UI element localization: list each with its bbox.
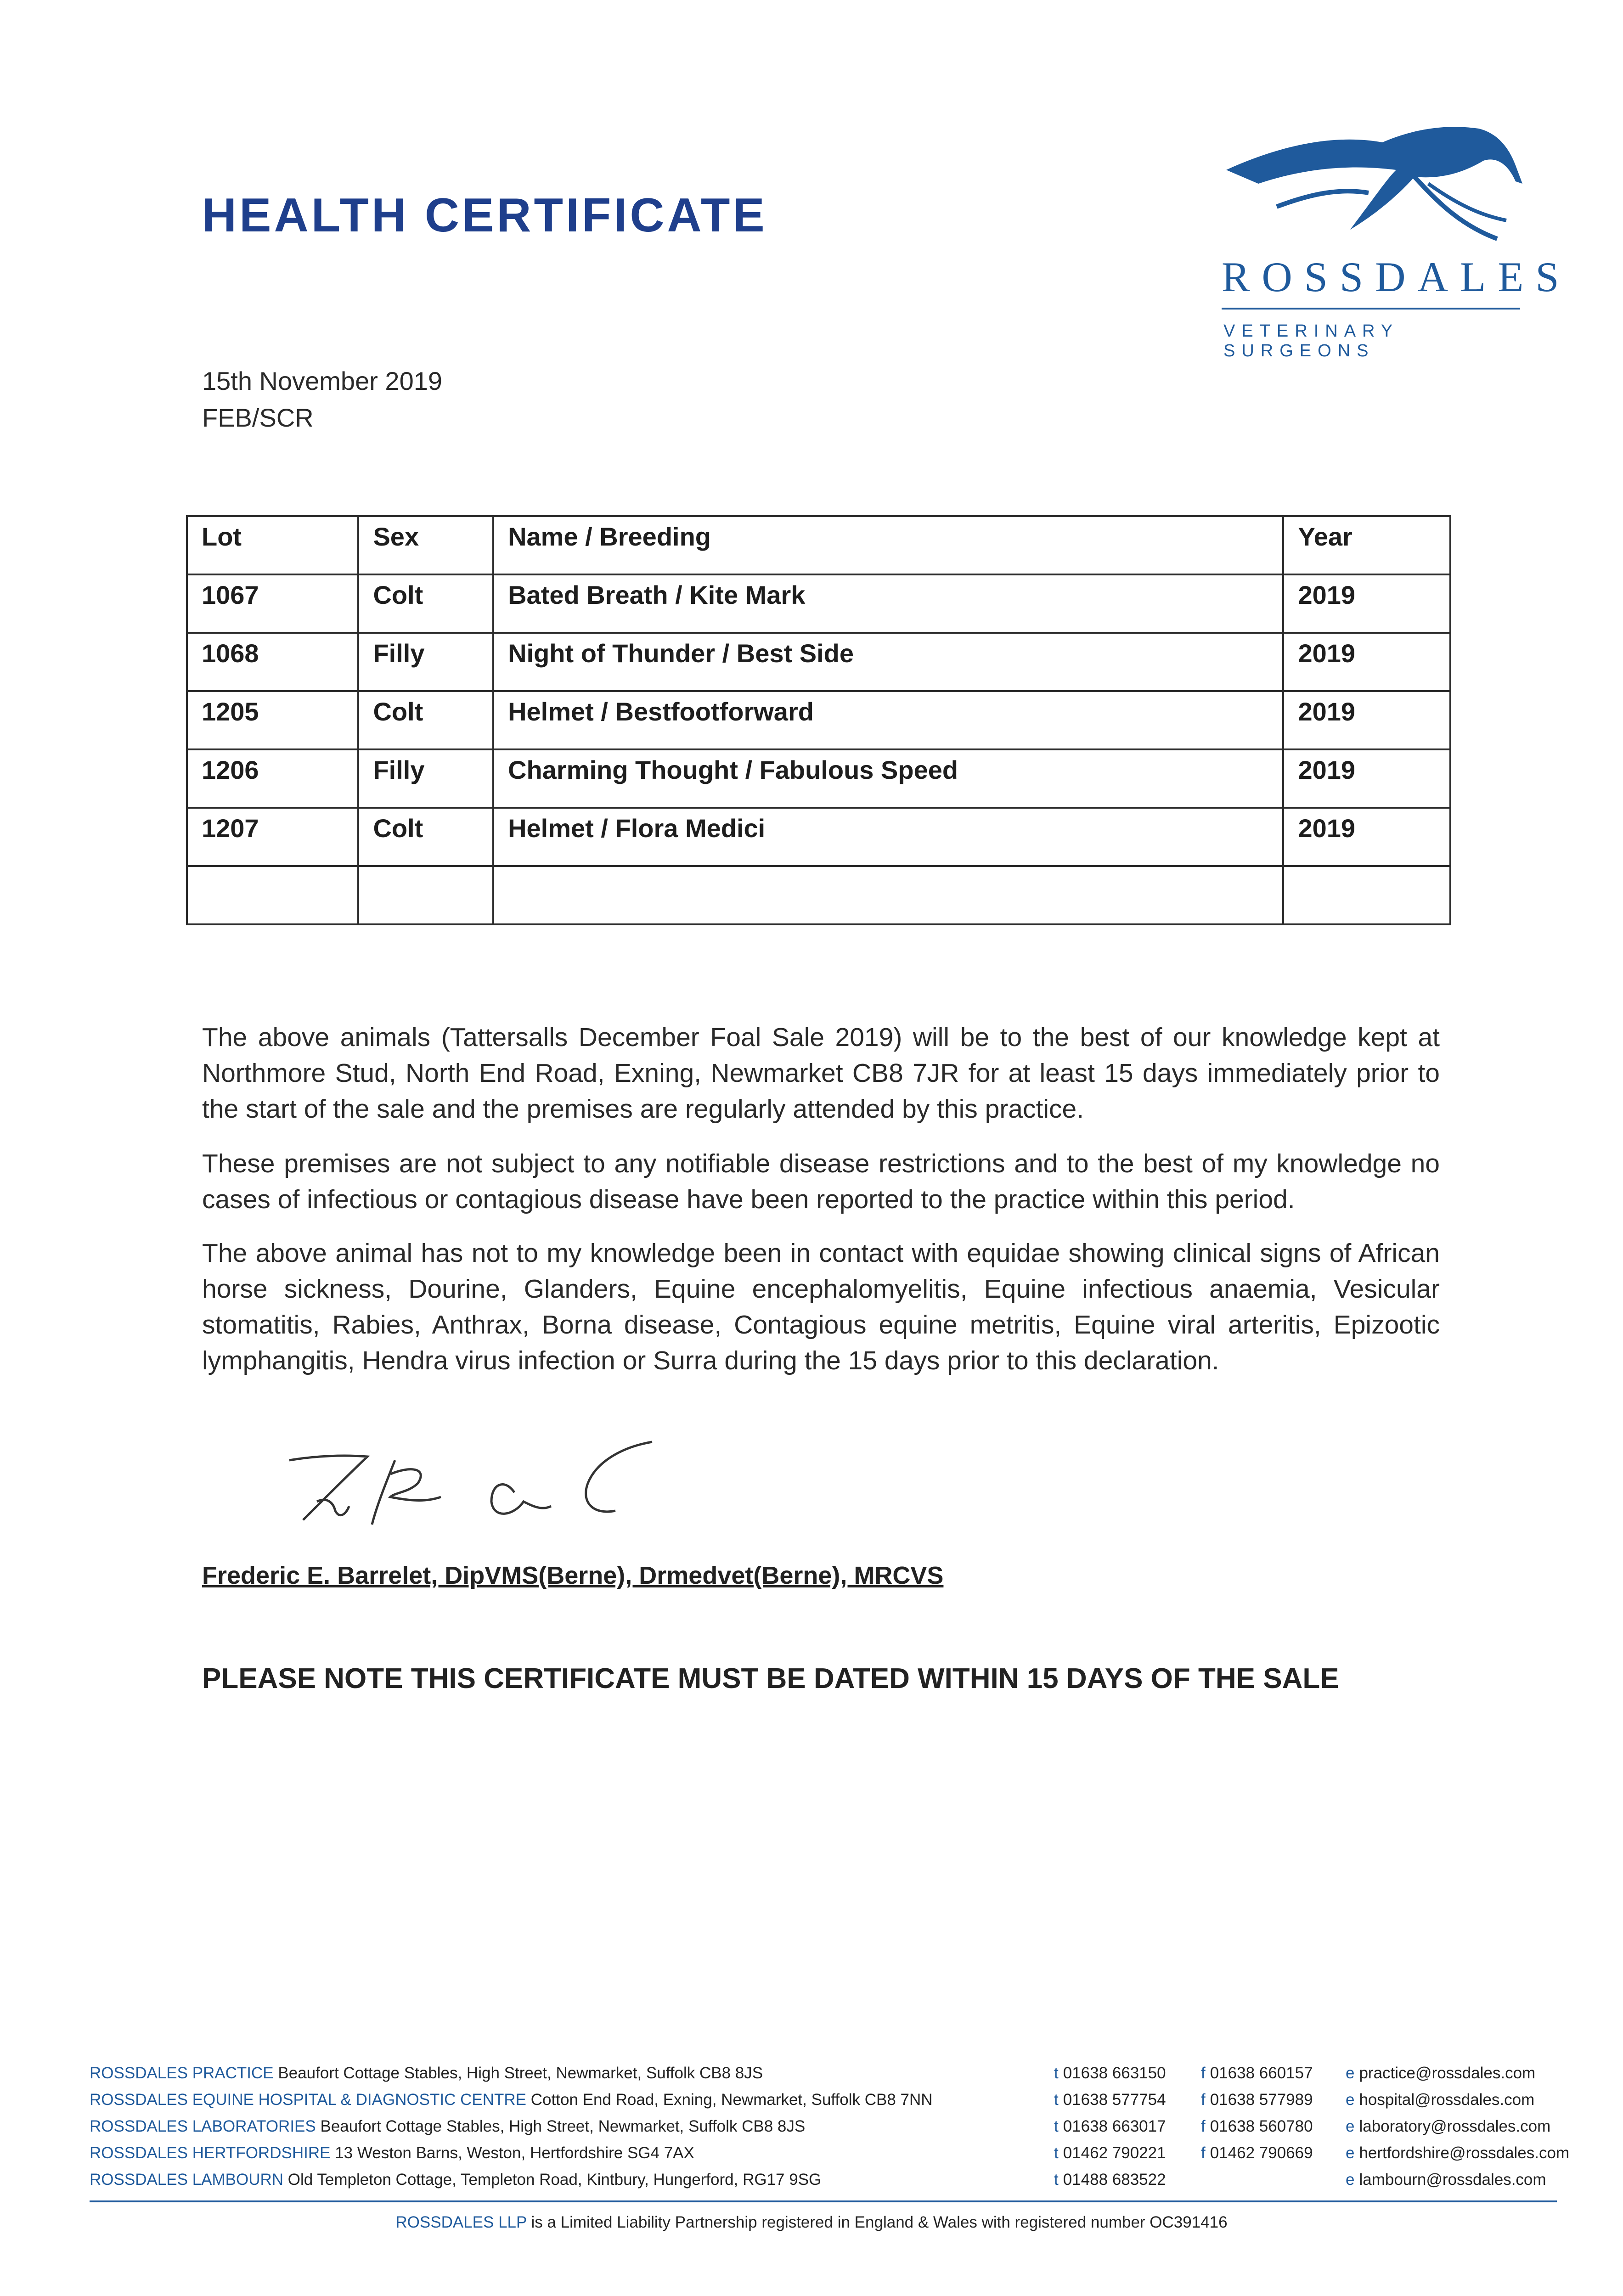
- column-header-year: Year: [1283, 516, 1450, 574]
- cell-sex: Colt: [358, 574, 493, 633]
- footer-org: ROSSDALES HERTFORDSHIRE: [90, 2144, 331, 2162]
- dating-notice: PLEASE NOTE THIS CERTIFICATE MUST BE DATED WITHIN 15 DAYS OF THE SALE: [202, 1663, 1339, 1694]
- tel-prefix: t: [1054, 2064, 1059, 2082]
- table-row: [187, 574, 1450, 633]
- footer-email: laboratory@rossdales.com: [1359, 2117, 1551, 2135]
- signature-icon: [276, 1433, 689, 1543]
- cell-lot: 1207: [187, 808, 358, 866]
- tel-prefix: t: [1054, 2171, 1059, 2189]
- column-header-lot: Lot: [187, 516, 358, 574]
- column-header-sex: Sex: [358, 516, 493, 574]
- cell-sex: Filly: [358, 633, 493, 691]
- cell-year: 2019: [1283, 633, 1450, 691]
- tel-prefix: t: [1054, 2091, 1059, 2109]
- certificate-date: 15th November 2019: [202, 366, 443, 395]
- footer-org: ROSSDALES EQUINE HOSPITAL & DIAGNOSTIC CENTRE: [90, 2091, 527, 2109]
- footer-tel: 01638 663017: [1063, 2117, 1166, 2135]
- cell-lot: 1205: [187, 691, 358, 749]
- fax-prefix: f: [1201, 2144, 1206, 2162]
- email-prefix: e: [1346, 2171, 1355, 2189]
- footer-row: [90, 2144, 1600, 2171]
- cell-sex: Filly: [358, 749, 493, 808]
- cell-lot: [187, 866, 358, 924]
- paragraph-contact-declaration: The above animal has not to my knowledge been in contact with equidae showing clinical signs of African horse sickness, Dourine, Glanders, Equine encephalomyelitis, Equine infectious anaemia, Vesicular stomatitis, Rabies, Anthrax, Borna disease, Contagious equine metritis, Equine viral arteritis, Epizootic lymphangitis, Hendra virus infection or Surra during the 15 days prior to this declaration.: [202, 1238, 1440, 1375]
- cell-lot: 1067: [187, 574, 358, 633]
- footer-address: Beaufort Cottage Stables, High Street, Newmarket, Suffolk CB8 8JS: [278, 2064, 763, 2082]
- cell-name-breeding: Charming Thought / Fabulous Speed: [493, 749, 1283, 808]
- cell-year: 2019: [1283, 574, 1450, 633]
- tel-prefix: t: [1054, 2144, 1059, 2162]
- footer-email: lambourn@rossdales.com: [1359, 2171, 1546, 2189]
- footer-row: [90, 2091, 1600, 2117]
- table-row: [187, 691, 1450, 749]
- cell-year: 2019: [1283, 691, 1450, 749]
- email-prefix: e: [1346, 2144, 1355, 2162]
- fax-prefix: f: [1201, 2117, 1206, 2135]
- horse-logo-icon: [1222, 115, 1525, 248]
- footer-row: [90, 2117, 1600, 2144]
- logo-rule: [1222, 308, 1520, 310]
- signer-name: Frederic E. Barrelet, DipVMS(Berne), Drmedvet(Berne), MRCVS: [202, 1562, 944, 1589]
- cell-name-breeding: Bated Breath / Kite Mark: [493, 574, 1283, 633]
- cell-lot: 1206: [187, 749, 358, 808]
- cell-year: 2019: [1283, 808, 1450, 866]
- table-row: [187, 749, 1450, 808]
- tel-prefix: t: [1054, 2117, 1059, 2135]
- column-header-name-breeding: Name / Breeding: [493, 516, 1283, 574]
- cell-year: 2019: [1283, 749, 1450, 808]
- fax-prefix: f: [1201, 2064, 1206, 2082]
- legal-org: ROSSDALES LLP: [395, 2213, 527, 2231]
- cell-name-breeding: [493, 866, 1283, 924]
- logo-subtitle: VETERINARY SURGEONS: [1223, 321, 1399, 360]
- paragraph-restrictions: These premises are not subject to any notifiable disease restrictions and to the best of my knowledge no cases of infectious or contagious disease have been reported to the practice within this period.: [202, 1149, 1440, 1214]
- footer-email: hertfordshire@rossdales.com: [1359, 2144, 1570, 2162]
- footer-contacts: [90, 2064, 1600, 2197]
- fax-prefix: f: [1201, 2091, 1206, 2109]
- table-row: [187, 633, 1450, 691]
- email-prefix: e: [1346, 2117, 1355, 2135]
- letter-meta: [202, 363, 442, 436]
- logo-brand-text: ROSSDALES: [1222, 253, 1571, 300]
- footer-org: ROSSDALES LAMBOURN: [90, 2171, 284, 2189]
- cell-year: [1283, 866, 1450, 924]
- footer-tel: 01462 790221: [1063, 2144, 1166, 2162]
- table-row-empty: [187, 866, 1450, 924]
- cell-lot: 1068: [187, 633, 358, 691]
- email-prefix: e: [1346, 2091, 1355, 2109]
- footer-fax: 01638 560780: [1210, 2117, 1313, 2135]
- footer-row: [90, 2171, 1600, 2197]
- page-title: HEALTH CERTIFICATE: [202, 189, 767, 242]
- footer-fax: 01638 577989: [1210, 2091, 1313, 2109]
- footer-address: Old Templeton Cottage, Templeton Road, Kintbury, Hungerford, RG17 9SG: [287, 2171, 822, 2189]
- signature: [276, 1433, 689, 1543]
- footer-address: Beaufort Cottage Stables, High Street, Newmarket, Suffolk CB8 8JS: [320, 2117, 806, 2135]
- footer-email: hospital@rossdales.com: [1359, 2091, 1535, 2109]
- email-prefix: e: [1346, 2064, 1355, 2082]
- footer-tel: 01638 577754: [1063, 2091, 1166, 2109]
- table-row: [187, 808, 1450, 866]
- footer-org: ROSSDALES PRACTICE: [90, 2064, 274, 2082]
- footer-address: Cotton End Road, Exning, Newmarket, Suffolk CB8 7NN: [530, 2091, 933, 2109]
- rossdales-logo: [1212, 115, 1571, 360]
- legal-text: is a Limited Liability Partnership registered in England & Wales with registered number OC391416: [531, 2213, 1228, 2231]
- cell-name-breeding: Helmet / Bestfootforward: [493, 691, 1283, 749]
- footer-divider: [90, 2200, 1557, 2202]
- footer-tel: 01638 663150: [1063, 2064, 1166, 2082]
- footer-row: [90, 2064, 1600, 2091]
- paragraph-premises: The above animals (Tattersalls December Foal Sale 2019) will be to the best of our knowledge kept at Northmore Stud, North End Road, Exning, Newmarket CB8 7JR for at least 15 days immediately prior to the start of the sale and the premises are regularly attended by this practice.: [202, 1023, 1440, 1124]
- lots-table: [186, 515, 1451, 925]
- footer-address: 13 Weston Barns, Weston, Hertfordshire SG4 7AX: [335, 2144, 694, 2162]
- footer-email: practice@rossdales.com: [1359, 2064, 1536, 2082]
- cell-name-breeding: Night of Thunder / Best Side: [493, 633, 1283, 691]
- table-header-row: [187, 516, 1450, 574]
- legal-notice: [0, 2213, 1623, 2232]
- reference-code: FEB/SCR: [202, 403, 314, 432]
- footer-tel: 01488 683522: [1063, 2171, 1166, 2189]
- footer-fax: 01638 660157: [1210, 2064, 1313, 2082]
- cell-sex: Colt: [358, 691, 493, 749]
- cell-sex: [358, 866, 493, 924]
- footer-org: ROSSDALES LABORATORIES: [90, 2117, 316, 2135]
- footer-fax: 01462 790669: [1210, 2144, 1313, 2162]
- cell-sex: Colt: [358, 808, 493, 866]
- cell-name-breeding: Helmet / Flora Medici: [493, 808, 1283, 866]
